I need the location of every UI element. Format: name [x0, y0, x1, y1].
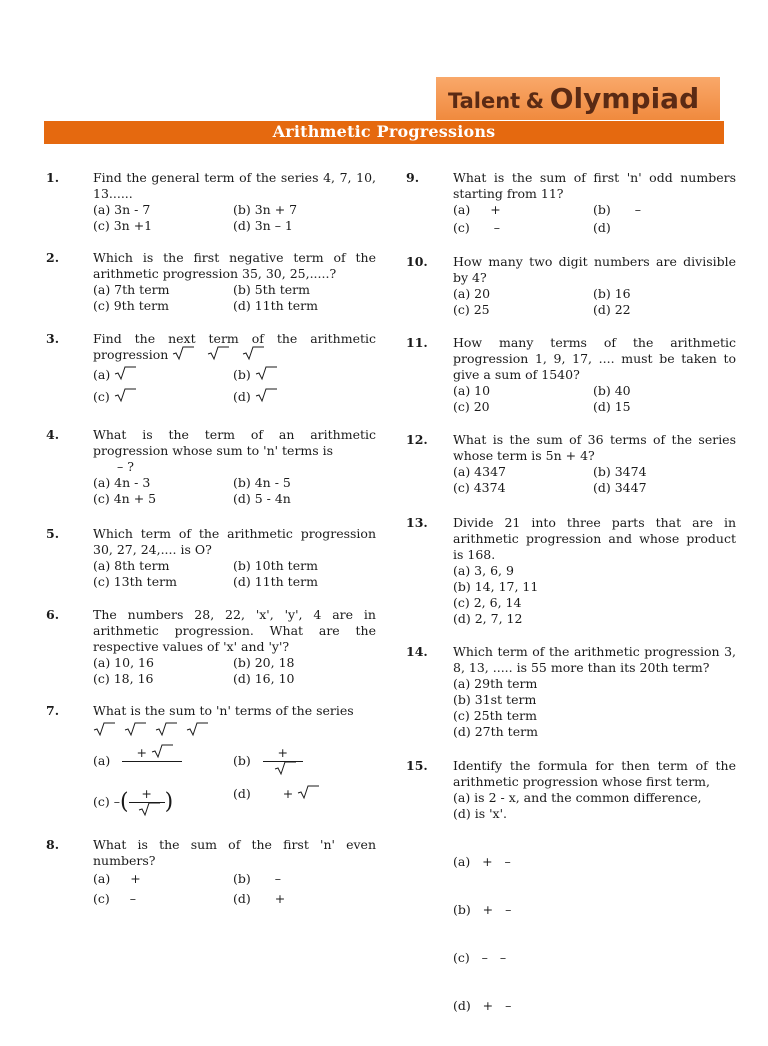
question-stem: Which is the first negative term of the arithmetic progression 35, 30, 25,.....? [93, 250, 376, 281]
option: (c) 18, 16 [93, 671, 154, 686]
option: (b) – [593, 202, 642, 217]
sqrt-icon [255, 368, 269, 380]
question-stem [93, 331, 376, 363]
right-column [406, 170, 736, 1013]
title-bar [44, 121, 724, 144]
option: (c) 25 [453, 302, 490, 317]
option: (a) + [453, 202, 501, 217]
question-stem: What is the sum of 36 terms of the series whose term is 5n + 4? [453, 432, 736, 463]
sqrt-icon [124, 724, 138, 736]
option: (d) 3n – 1 [233, 218, 293, 233]
series-terms [93, 723, 376, 739]
option: (b) – [233, 871, 282, 886]
question-number: 5. [46, 526, 60, 541]
option: (a) 7th term [93, 282, 170, 297]
question-stem-line: (d) is 'x'. [453, 806, 508, 821]
option: (d) 27th term [453, 724, 538, 739]
option: (a) 10, 16 [93, 655, 154, 670]
question-number: 14. [406, 644, 428, 659]
option: (b) 3474 [593, 464, 647, 479]
question-stem: What is the sum to 'n' terms of the series [93, 703, 354, 718]
option: (c) – [93, 891, 137, 906]
option-c: (c) –( + ) [93, 786, 233, 819]
options [453, 202, 736, 236]
option: (d) + – [453, 998, 512, 1013]
options [93, 475, 376, 507]
option-d: (d) + [233, 786, 363, 819]
question-number: 4. [46, 427, 60, 442]
options [453, 286, 736, 318]
option: (d) 5 - 4n [233, 491, 291, 506]
stem-text: Find the next term of the arithmetic progression [93, 331, 376, 362]
options [93, 558, 376, 590]
question-number: 9. [406, 170, 420, 185]
options [453, 822, 736, 1046]
sqrt-icon [114, 390, 128, 402]
option: (d) 2, 7, 12 [453, 611, 523, 626]
option: (d) [593, 220, 611, 235]
question-stem: Divide 21 into three parts that are in arithmetic progression and whose product is 168. [453, 515, 736, 562]
option: (c) 9th term [93, 298, 169, 313]
options [453, 464, 736, 496]
option: (c) 3n +1 [93, 218, 153, 233]
options [93, 871, 376, 907]
question-number: 2. [46, 250, 60, 265]
question-number: 6. [46, 607, 60, 622]
question-stem-line: (a) is 2 - x, and the common difference, [453, 790, 702, 805]
option: (d) 15 [593, 399, 631, 414]
question-stem: Which term of the arithmetic progression 3, 8, 13, ..... is 55 more than its 20th term? [453, 644, 736, 675]
option: (c) 4374 [453, 480, 506, 495]
sqrt-icon [172, 348, 186, 360]
question-4 [46, 427, 376, 526]
question-stem: Find the general term of the series 4, 7, 10, 13...... [93, 170, 376, 201]
sqrt-icon [207, 348, 221, 360]
option: (c) 4n + 5 [93, 491, 157, 506]
question-number: 3. [46, 331, 60, 346]
fraction: + [122, 745, 182, 778]
option: (b) 10th term [233, 558, 318, 573]
question-stem: Which term of the arithmetic progression 30, 27, 24,.... is O? [93, 526, 376, 557]
question-stem: What is the term of an arithmetic progression whose sum to 'n' terms is [93, 427, 376, 458]
brand-part1: Talent [448, 89, 521, 113]
option: (b) 5th term [233, 282, 310, 297]
question-6 [46, 607, 376, 703]
option: (c) [93, 389, 233, 405]
brand-amp: & [525, 89, 545, 113]
question-11 [406, 335, 736, 432]
option: (d) [233, 389, 363, 405]
question-number: 7. [46, 703, 60, 718]
brand-logo [448, 82, 699, 115]
question-number: 12. [406, 432, 428, 447]
options [453, 676, 736, 740]
option: (b) [233, 367, 363, 383]
option: (c) 25th term [453, 708, 537, 723]
question-7 [46, 703, 376, 837]
option: (c) 13th term [93, 574, 177, 589]
question-8 [46, 837, 376, 917]
question-number: 15. [406, 758, 428, 773]
option: (b) 40 [593, 383, 631, 398]
option: (a) 29th term [453, 676, 538, 691]
option: (d) 22 [593, 302, 631, 317]
option: (d) 11th term [233, 298, 318, 313]
sqrt-icon [155, 724, 169, 736]
sqrt-icon [297, 787, 311, 799]
question-stem: What is the sum of first 'n' odd numbers starting from 11? [453, 170, 736, 201]
question-13 [406, 515, 736, 644]
option: (a) 20 [453, 286, 491, 301]
question-9 [406, 170, 736, 254]
option: (a) 4347 [453, 464, 506, 479]
options [93, 282, 376, 314]
option: (c) 2, 6, 14 [453, 595, 522, 610]
question-5 [46, 526, 376, 607]
option: (a) [93, 367, 233, 383]
page-title: Arithmetic Progressions [272, 122, 496, 141]
option: (a) + [93, 871, 141, 886]
options [93, 655, 376, 687]
option-b: (b) + [233, 745, 363, 778]
option: (c) – [453, 220, 501, 235]
options [453, 563, 736, 627]
option: (a) 3, 6, 9 [453, 563, 514, 578]
option: (d) + [233, 891, 286, 906]
sqrt-icon [255, 390, 269, 402]
option: (d) 16, 10 [233, 671, 295, 686]
fraction: + [129, 786, 165, 819]
options [93, 745, 376, 819]
option: (a) 4n - 3 [93, 475, 151, 490]
brand-part2: Olympiad [549, 82, 700, 115]
fraction: + [263, 745, 303, 778]
options [93, 367, 376, 405]
option: (a) 10 [453, 383, 491, 398]
question-stem: What is the sum of the first 'n' even numbers? [93, 837, 376, 868]
sqrt-icon [138, 804, 152, 816]
question-stem-expression: – ? [117, 459, 134, 474]
sqrt-icon [242, 348, 256, 360]
options [93, 202, 376, 234]
option: (b) 31st term [453, 692, 537, 707]
sqrt-icon [186, 724, 200, 736]
option-a: (a) + [93, 745, 233, 778]
question-stem: How many terms of the arithmetic progression 1, 9, 17, .... must be taken to give a sum of 1540? [453, 335, 736, 382]
question-number: 8. [46, 837, 60, 852]
question-stem: How many two digit numbers are divisible by 4? [453, 254, 736, 285]
option: (b) 20, 18 [233, 655, 295, 670]
option: (d) 11th term [233, 574, 318, 589]
options [453, 383, 736, 415]
sqrt-icon [93, 724, 107, 736]
question-15 [406, 758, 736, 1013]
sqrt-icon [274, 763, 288, 775]
question-number: 13. [406, 515, 428, 530]
question-number: 11. [406, 335, 428, 350]
question-10 [406, 254, 736, 335]
option: (c) – – [453, 950, 507, 965]
option: (a) + – [453, 854, 511, 869]
brand-banner [436, 77, 720, 120]
option: (b) + – [453, 902, 512, 917]
question-12 [406, 432, 736, 515]
option: (a) 3n - 7 [93, 202, 151, 217]
option: (a) 8th term [93, 558, 170, 573]
question-1 [46, 170, 376, 250]
left-column [46, 170, 376, 917]
sqrt-icon [114, 368, 128, 380]
option: (d) 3447 [593, 480, 647, 495]
question-2 [46, 250, 376, 331]
option: (c) 20 [453, 399, 490, 414]
option: (b) 3n + 7 [233, 202, 298, 217]
question-stem: The numbers 28, 22, 'x', 'y', 4 are in arithmetic progression. What are the respective values of 'x' and 'y'? [93, 607, 376, 654]
question-stem: Identify the formula for then term of the arithmetic progression whose first term, [453, 758, 736, 789]
question-14 [406, 644, 736, 758]
option: (b) 4n - 5 [233, 475, 291, 490]
question-number: 1. [46, 170, 60, 185]
option: (b) 16 [593, 286, 631, 301]
sqrt-icon [151, 746, 165, 758]
option: (b) 14, 17, 11 [453, 579, 539, 594]
question-number: 10. [406, 254, 428, 269]
question-3 [46, 331, 376, 427]
